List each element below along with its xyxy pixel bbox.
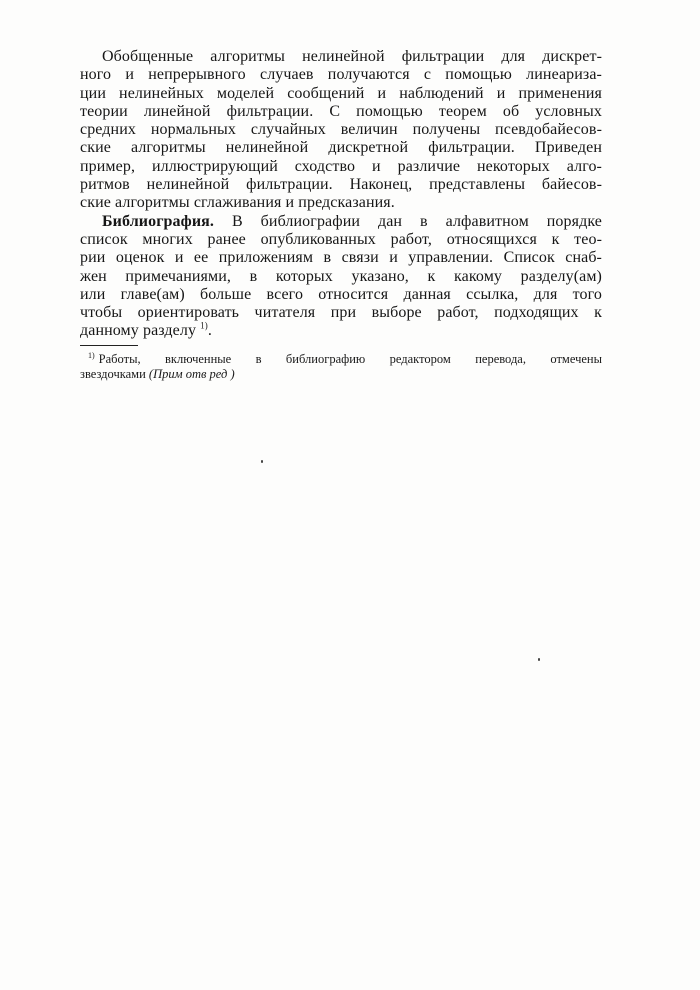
text-line: теории линейной фильтрации. С помощью теорем об условных: [80, 102, 602, 120]
text-line: [80, 213, 602, 231]
text-line: ские алгоритмы нелинейной дискретной фильтрации. Приведен: [80, 139, 602, 157]
footnote-line: [80, 352, 602, 367]
text-fragment: В библиографии дан в алфавитном порядке: [231, 212, 602, 230]
text-line: ции нелинейных моделей сообщений и наблюдений и применения: [80, 84, 602, 102]
text-line: список многих ранее опубликованных работ, относящихся к тео-: [80, 230, 602, 248]
footnote-mark: 1): [88, 350, 95, 360]
text-line: [80, 322, 602, 340]
text-line: пример, иллюстрирующий сходство и различие некоторых алго-: [80, 157, 602, 175]
text-line: средних нормальных случайных величин получены псевдобайесов-: [80, 121, 602, 139]
text-fragment: Работы, включенные в библиографию редактором перевода, отмечены: [98, 352, 602, 366]
text-fragment: .: [207, 322, 212, 340]
text-line: ритмов нелинейной фильтрации. Наконец, представлены байесов-: [80, 176, 602, 194]
text-line: Обобщенные алгоритмы нелинейной фильтрации для дискрет-: [102, 48, 602, 65]
text-line: ного и непрерывного случаев получаются с помощью линеариза-: [80, 66, 602, 84]
scan-speck: [538, 658, 540, 661]
footnote-divider: [80, 345, 138, 346]
footnote-line: [80, 367, 602, 382]
section-heading: Библиография.: [102, 212, 215, 230]
text-fragment: данному разделу: [80, 322, 197, 340]
editor-note: (Прим отв ред ): [148, 367, 235, 381]
footnote-reference: 1): [200, 321, 208, 332]
text-line: жен примечаниями, в которых указано, к какому разделу(ам): [80, 267, 602, 285]
text-line: рии оценок и ее приложениям в связи и управлении. Список снаб-: [80, 249, 602, 267]
text-line: ские алгоритмы сглаживания и предсказания.: [80, 194, 395, 212]
text-fragment: звездочками: [80, 367, 146, 381]
paragraph-summary: [80, 48, 602, 213]
text-line: или главе(ам) больше всего относится данная ссылка, для того: [80, 285, 602, 303]
text-line: чтобы ориентировать читателя при выборе работ, подходящих к: [80, 304, 602, 322]
main-text: [80, 48, 602, 341]
scan-speck: [261, 460, 263, 463]
footnote: [80, 352, 602, 382]
paragraph-bibliography: [80, 213, 602, 341]
